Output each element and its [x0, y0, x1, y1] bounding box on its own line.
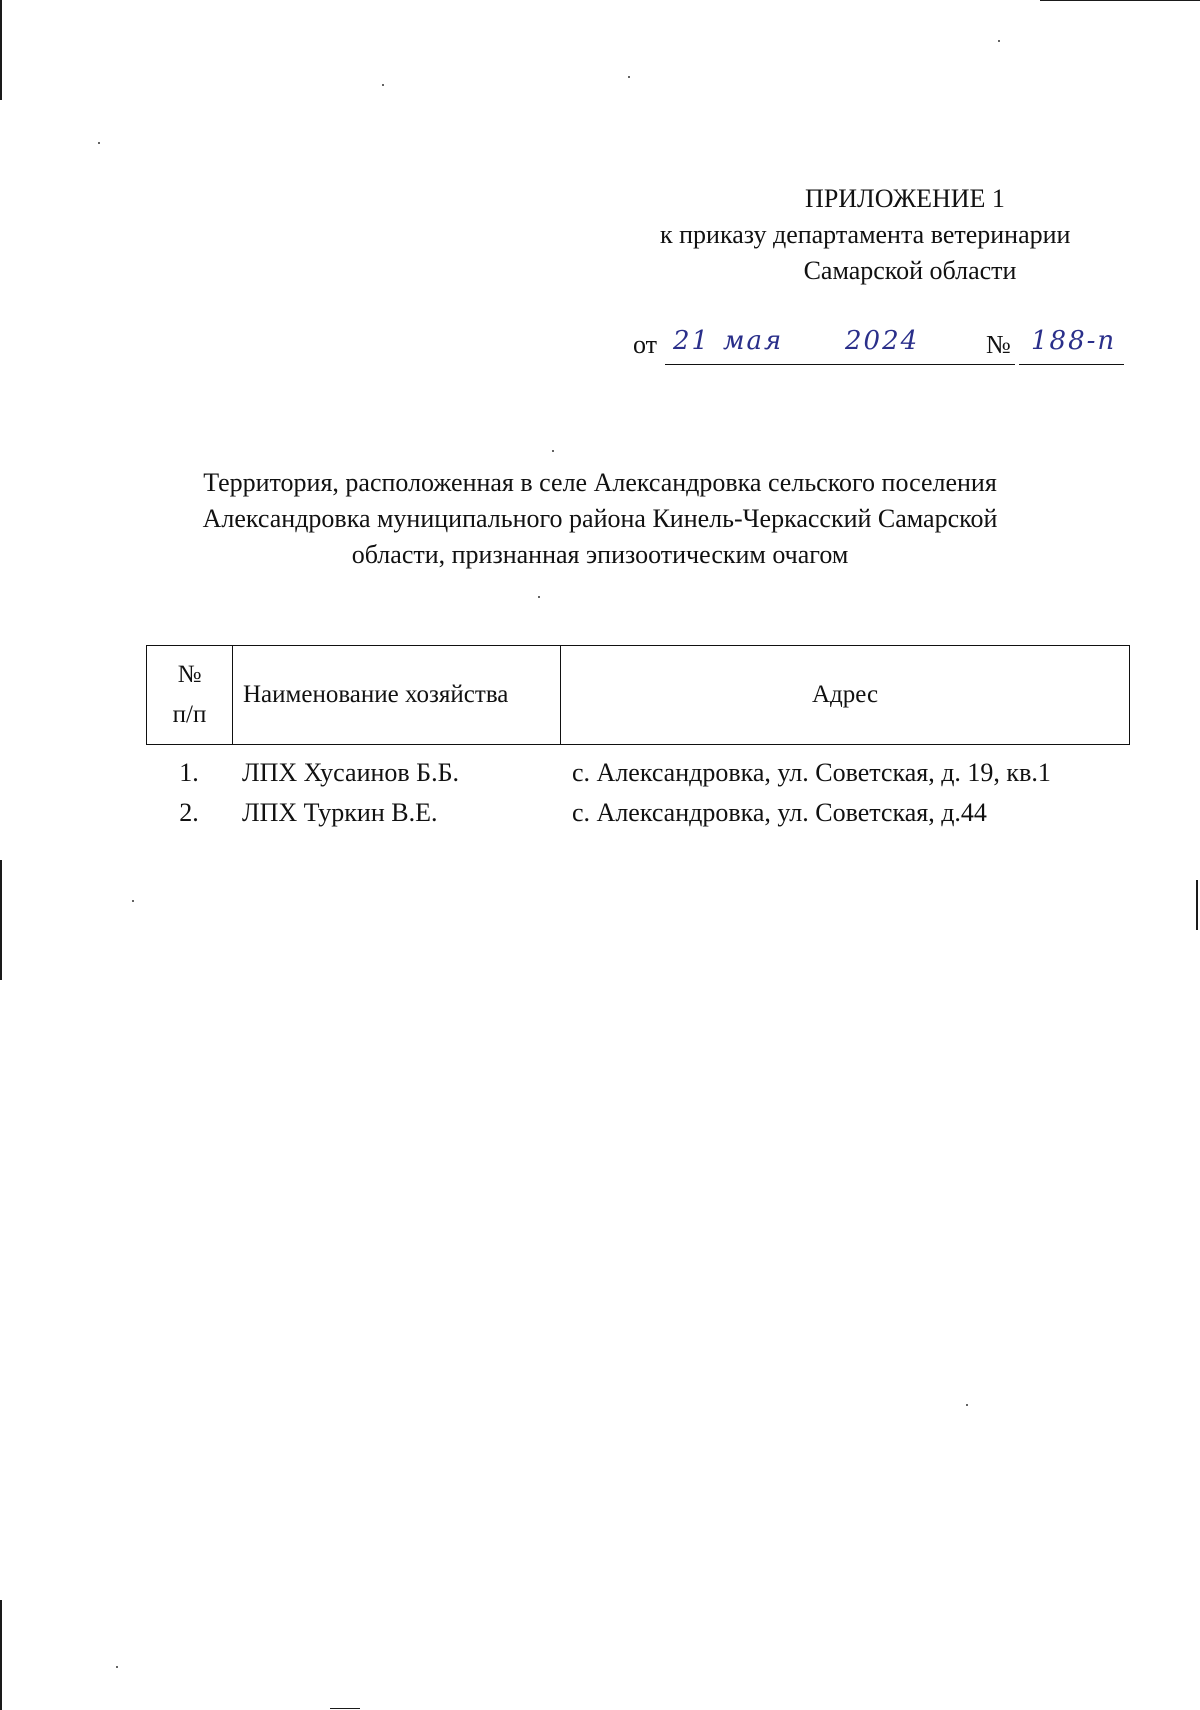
header-address: Адрес [811, 681, 879, 708]
table-body [146, 753, 1130, 833]
order-number-value: 188-п [1031, 326, 1117, 356]
order-date-year: 2024 [845, 326, 920, 356]
header-farm-name: Наименование хозяйства [233, 646, 561, 744]
number-prefix: № [986, 330, 1011, 359]
scan-speck [628, 76, 630, 78]
table-row [146, 753, 1130, 793]
appendix-reference: к приказу департамента ветеринарии [660, 220, 1071, 249]
scan-edge-left-mid [0, 860, 2, 980]
row-address: с. Александровка, ул. Советская, д. 19, кв.1 [572, 758, 1051, 787]
row-number: 2. [179, 798, 199, 827]
table-header [146, 645, 1130, 745]
header-number-abbrev: п/п [172, 701, 207, 728]
table-row [146, 793, 1130, 833]
scan-speck [98, 142, 100, 144]
farms-table [146, 645, 1130, 833]
scan-edge-left-top [0, 0, 2, 100]
header-number-sign: № [177, 661, 202, 688]
row-number: 1. [179, 758, 199, 787]
order-number-field [1019, 326, 1124, 365]
appendix-region: Самарской области [803, 256, 1017, 285]
scan-edge-right-mark [1196, 880, 1198, 930]
scan-speck [538, 596, 540, 598]
scan-edge-top-right [1040, 0, 1200, 1]
scan-speck [966, 1404, 968, 1406]
appendix-title: ПРИЛОЖЕНИЕ 1 [805, 184, 1005, 213]
order-date-field [665, 326, 1015, 365]
scan-speck [116, 1666, 118, 1668]
scan-edge-bottom [330, 1708, 360, 1709]
row-farm-name: ЛПХ Хусаинов Б.Б. [242, 758, 460, 787]
scan-speck [998, 40, 1000, 42]
document-title [140, 465, 1060, 573]
order-date-day: 21 [673, 326, 711, 356]
row-address: с. Александровка, ул. Советская, д.44 [572, 798, 987, 827]
order-date-number-row [633, 326, 1153, 370]
order-date-month: мая [723, 326, 784, 356]
scan-speck [382, 84, 384, 86]
header-number [147, 646, 233, 744]
date-prefix: от [633, 330, 658, 359]
scan-edge-left-bottom [0, 1600, 2, 1710]
scan-speck [132, 900, 134, 902]
document-title-line: Территория, расположенная в селе Александровка сельского поселения [203, 468, 997, 497]
row-farm-name: ЛПХ Туркин В.Е. [242, 798, 438, 827]
document-title-line: Александровка муниципального района Кинель-Черкасский Самарской [202, 504, 998, 533]
scan-speck [552, 450, 554, 452]
document-title-line: области, признанная эпизоотическим очагом [351, 540, 849, 569]
